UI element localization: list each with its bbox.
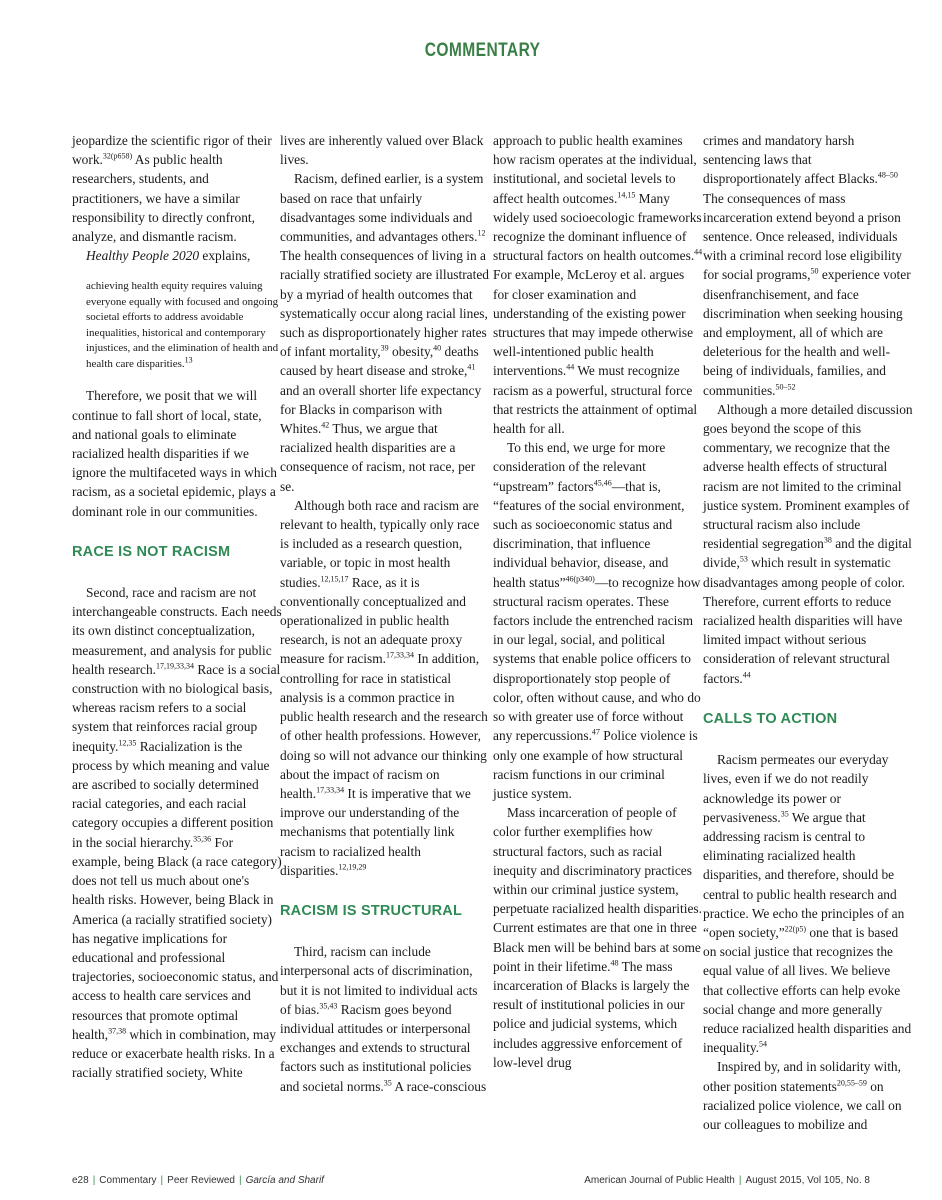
citation: 17,19,33,34 — [156, 661, 195, 671]
paragraph: Third, racism can include interpersonal acts of discrimination, but it is not limited to individual acts of bias.$^{35,43}$ Racism goes beyond individual attitudes or interpersonal exchanges and extends to structural factors such as institutional policies and societal norms.$^{35}$ A race-conscious — [280, 944, 487, 1094]
section-heading: RACISM IS STRUCTURAL — [280, 902, 463, 919]
citation: 50–52 — [775, 382, 796, 392]
citation: 40 — [433, 343, 442, 353]
paragraph: jeopardize the scientific rigor of their work.$^{32(p658)}$ As public health researchers, students, and practitioners, we have a similar responsibility to directly confront, analyze, and dismantle racism. — [72, 133, 272, 245]
citation: 20,55–59 — [836, 1078, 867, 1088]
paragraph: To this end, we urge for more consideration of the relevant “upstream” factors$^{45,46}$—that is, “features of the social environment, such as socioeconomic status and discrimination, that influence individual behavior, disease, and health status”$^{46(p340)}$—to recognize how structural racism operates. These factors include the entrenched racism in our legal, social, and political systems that enable police officers to disproportionately stop people of color, often without cause, and who do so with greater use of force without any repercussions.$^{47}$ Police violence is only one example of how structural racism functions in our criminal justice system. — [493, 440, 701, 801]
citation: 47 — [591, 727, 600, 737]
citation: 54 — [759, 1039, 768, 1049]
text-column-2 — [280, 131, 490, 1096]
section-header — [414, 36, 552, 66]
text-column-1 — [72, 131, 282, 1082]
citation: 38 — [823, 535, 832, 545]
citation: 44 — [566, 362, 575, 372]
citation: 12,15,17 — [320, 574, 349, 584]
citation: 12 — [477, 228, 486, 238]
citation: 37,38 — [108, 1026, 127, 1036]
citation: 41 — [467, 362, 476, 372]
publication-title: Healthy People 2020 — [86, 248, 200, 264]
citation: 53 — [739, 555, 748, 564]
paragraph: Racism permeates our everyday lives, even if we do not readily acknowledge its power or pervasiveness.$^{35}$ We argue that addressing racism is central to eliminating racialized health disparities, and therefore, should be central to public health research and practice. We echo the principles of an “open society,”$^{22(p5)}$ one that is based on social justice that recognizes the equal value of all lives. We believe that collective efforts can help evoke social change and more generally reduce racialized health disparities and inequality.$^{54}$ — [703, 752, 912, 1056]
paragraph: Although both race and racism are relevant to health, typically only race is included as a research question, variable, or topic in most health studies.$^{12,15,17}$ Race, as it is conventionally conceptualized and operationalized in public health research, is not an adequate proxy measure for racism.$^{17,33,34}$ In addition, controlling for race in statistical analysis is a common practice in public health research and the research of other health professions. However, doing so will not advance our thinking about the impact of racism on health.$^{17,33,34}$ It is imperative that we improve our understanding of the mechanisms that potentially link racism to racialized health disparities.$^{12,19,29}$ — [280, 497, 488, 878]
text-column-4 — [703, 131, 913, 1134]
citation: 12,19,29 — [338, 862, 367, 872]
citation: 42 — [321, 420, 330, 430]
paragraph: Healthy People 2020 explains, — [86, 248, 251, 264]
paragraph: Therefore, we posit that we will continue to fall short of local, state, and national goals to eliminate racialized health disparities if we ignore the multifaceted ways in which racism, as a societal epidemic, plays a dominant role in our communities. — [72, 388, 277, 519]
paragraph: crimes and mandatory harsh sentencing laws that disproportionately affect Blacks.$^{48-50}$ The consequences of mass incarceration extend beyond a prison sentence. Once released, individuals with a criminal record lose eligibility for social programs,$^{50}$ experience voter disenfranchisement, and face discrimination when seeking housing and employment, all of which are deleterious for the health and well-being of individuals, families, and communities.$^{50-52}$ — [703, 133, 911, 398]
citation: 35,36 — [193, 834, 212, 844]
citation: 13 — [184, 355, 193, 365]
citation: 48 — [610, 958, 619, 968]
citation: 44 — [742, 670, 751, 680]
footer-left: e28 | Commentary | Peer Reviewed | García and Sharif — [72, 1175, 324, 1186]
citation: 35 — [780, 809, 789, 819]
citation: 32(p658) — [102, 151, 133, 161]
paragraph: Second, race and racism are not interchangeable constructs. Each needs its own distinct conceptualization, measurement, and analysis for public health research.$^{17,19,33,34}$ Race is a social construction with no biological basis, whereas racism refers to a social system that reinforces racial group inequity.$^{12,35}$ Racialization is the process by which meaning and value are ascribed to socially determined racial categories, and each racial category occupies a different position in the social hierarchy.$^{35,36}$ For example, being Black (a race category) does not tell us much about one's health risks. However, being Black in America (a racially stratified society) has negative implications for educational and professional trajectories, socioeconomic status, and access to health care services and resources that promote optimal health,$^{37,38}$ which in combination, may reduce or exacerbate health risks. In a racially stratified society, White — [72, 585, 282, 1081]
issue-date: August 2015, Vol 105, No. 8 — [745, 1175, 870, 1186]
citation: 50 — [810, 266, 819, 276]
page-number: e28 — [72, 1175, 89, 1186]
block-quote: achieving health equity requires valuing everyone equally with focused and ongoing societal efforts to address avoidable inequalities, historical and contemporary injustices, and the elimination of health and health care disparities.$^{13}$ — [86, 280, 279, 370]
paragraph: Racism, defined earlier, is a system based on race that unfairly disadvantages some individuals and communities, and advantages others.$^{12}$ The health consequences of living in a racially stratified society are illustrated by a myriad of health outcomes that systematically occur along racial lines, such as disproportionately higher rates of infant mortality,$^{39}$ obesity,$^{40}$ deaths caused by heart disease and stroke,$^{41}$ and an overall shorter life expectancy for Blacks in comparison with Whites.$^{42}$ Thus, we argue that racialized health disparities are a consequence of racism, not race, per se. — [280, 171, 489, 494]
citation: 35,43 — [319, 1001, 338, 1011]
page-footer — [72, 1175, 870, 1186]
paragraph: approach to public health examines how racism operates at the individual, institutional, and societal levels to affect health outcomes.$^{14,15}$ Many widely used socioecologic frameworks recognize the dominant influence of structural factors on health outcomes.$^{44}$ For example, McLeroy et al. argues for closer examination and understanding of the existing power structures that may impede otherwise well-intentioned public health interventions.$^{44}$ We must recognize racism as a powerful, structural force that restricts the attainment of optimal health for all. — [493, 133, 703, 437]
section-heading: RACE IS NOT RACISM — [72, 543, 231, 560]
paragraph: Although a more detailed discussion goes beyond the scope of this commentary, we recognize that the adverse health effects of structural racism are not limited to the criminal justice system. Prominent examples of structural racism also include residential segregation$^{38}$ and the digital divide,$^{53}$ which result in systematic disadvantages among people of color. Therefore, current efforts to reduce racialized health disparities will have limited impact without serious consideration of relevant structural factors.$^{44}$ — [703, 401, 913, 686]
authors: García and Sharif — [245, 1175, 324, 1186]
citation: 17,33,34 — [385, 651, 414, 661]
journal-name: American Journal of Public Health — [584, 1175, 735, 1186]
footer-section: Commentary — [99, 1175, 157, 1186]
section-label: COMMENTARY — [425, 40, 541, 61]
citation: 39 — [380, 343, 389, 353]
text-column-3 — [493, 131, 703, 1072]
citation: 12,35 — [118, 738, 137, 748]
citation: 14,15 — [617, 190, 636, 200]
review-status: Peer Reviewed — [167, 1175, 235, 1186]
footer-right: American Journal of Public Health | August 2015, Vol 105, No. 8 — [584, 1175, 870, 1186]
paragraph: lives are inherently valued over Black lives. — [280, 133, 484, 168]
citation: 17,33,34 — [316, 785, 345, 795]
paragraph: Mass incarceration of people of color further exemplifies how structural factors, such as racial inequity and discriminatory practices within our criminal justice system, perpetuate racialized health disparities. Current estimates are that one in three Black men will be behind bars at some point in their lifetime.$^{48}$ The mass incarceration of Blacks is largely the result of institutional policies in our police and judicial systems, which includes aggressive enforcement of low-level drug — [493, 805, 702, 1070]
citation: 35 — [383, 1078, 392, 1088]
citation: 46(p340) — [565, 574, 595, 584]
citation: 22(p5) — [784, 924, 806, 934]
citation: 44 — [694, 247, 703, 257]
paragraph: Inspired by, and in solidarity with, other position statements$^{20,55-59}$ on racialized police violence, we call on our colleagues to mobilize and — [703, 1059, 902, 1132]
citation: 45,46 — [593, 478, 612, 488]
section-heading: CALLS TO ACTION — [703, 710, 838, 727]
citation: 48–50 — [877, 170, 898, 180]
